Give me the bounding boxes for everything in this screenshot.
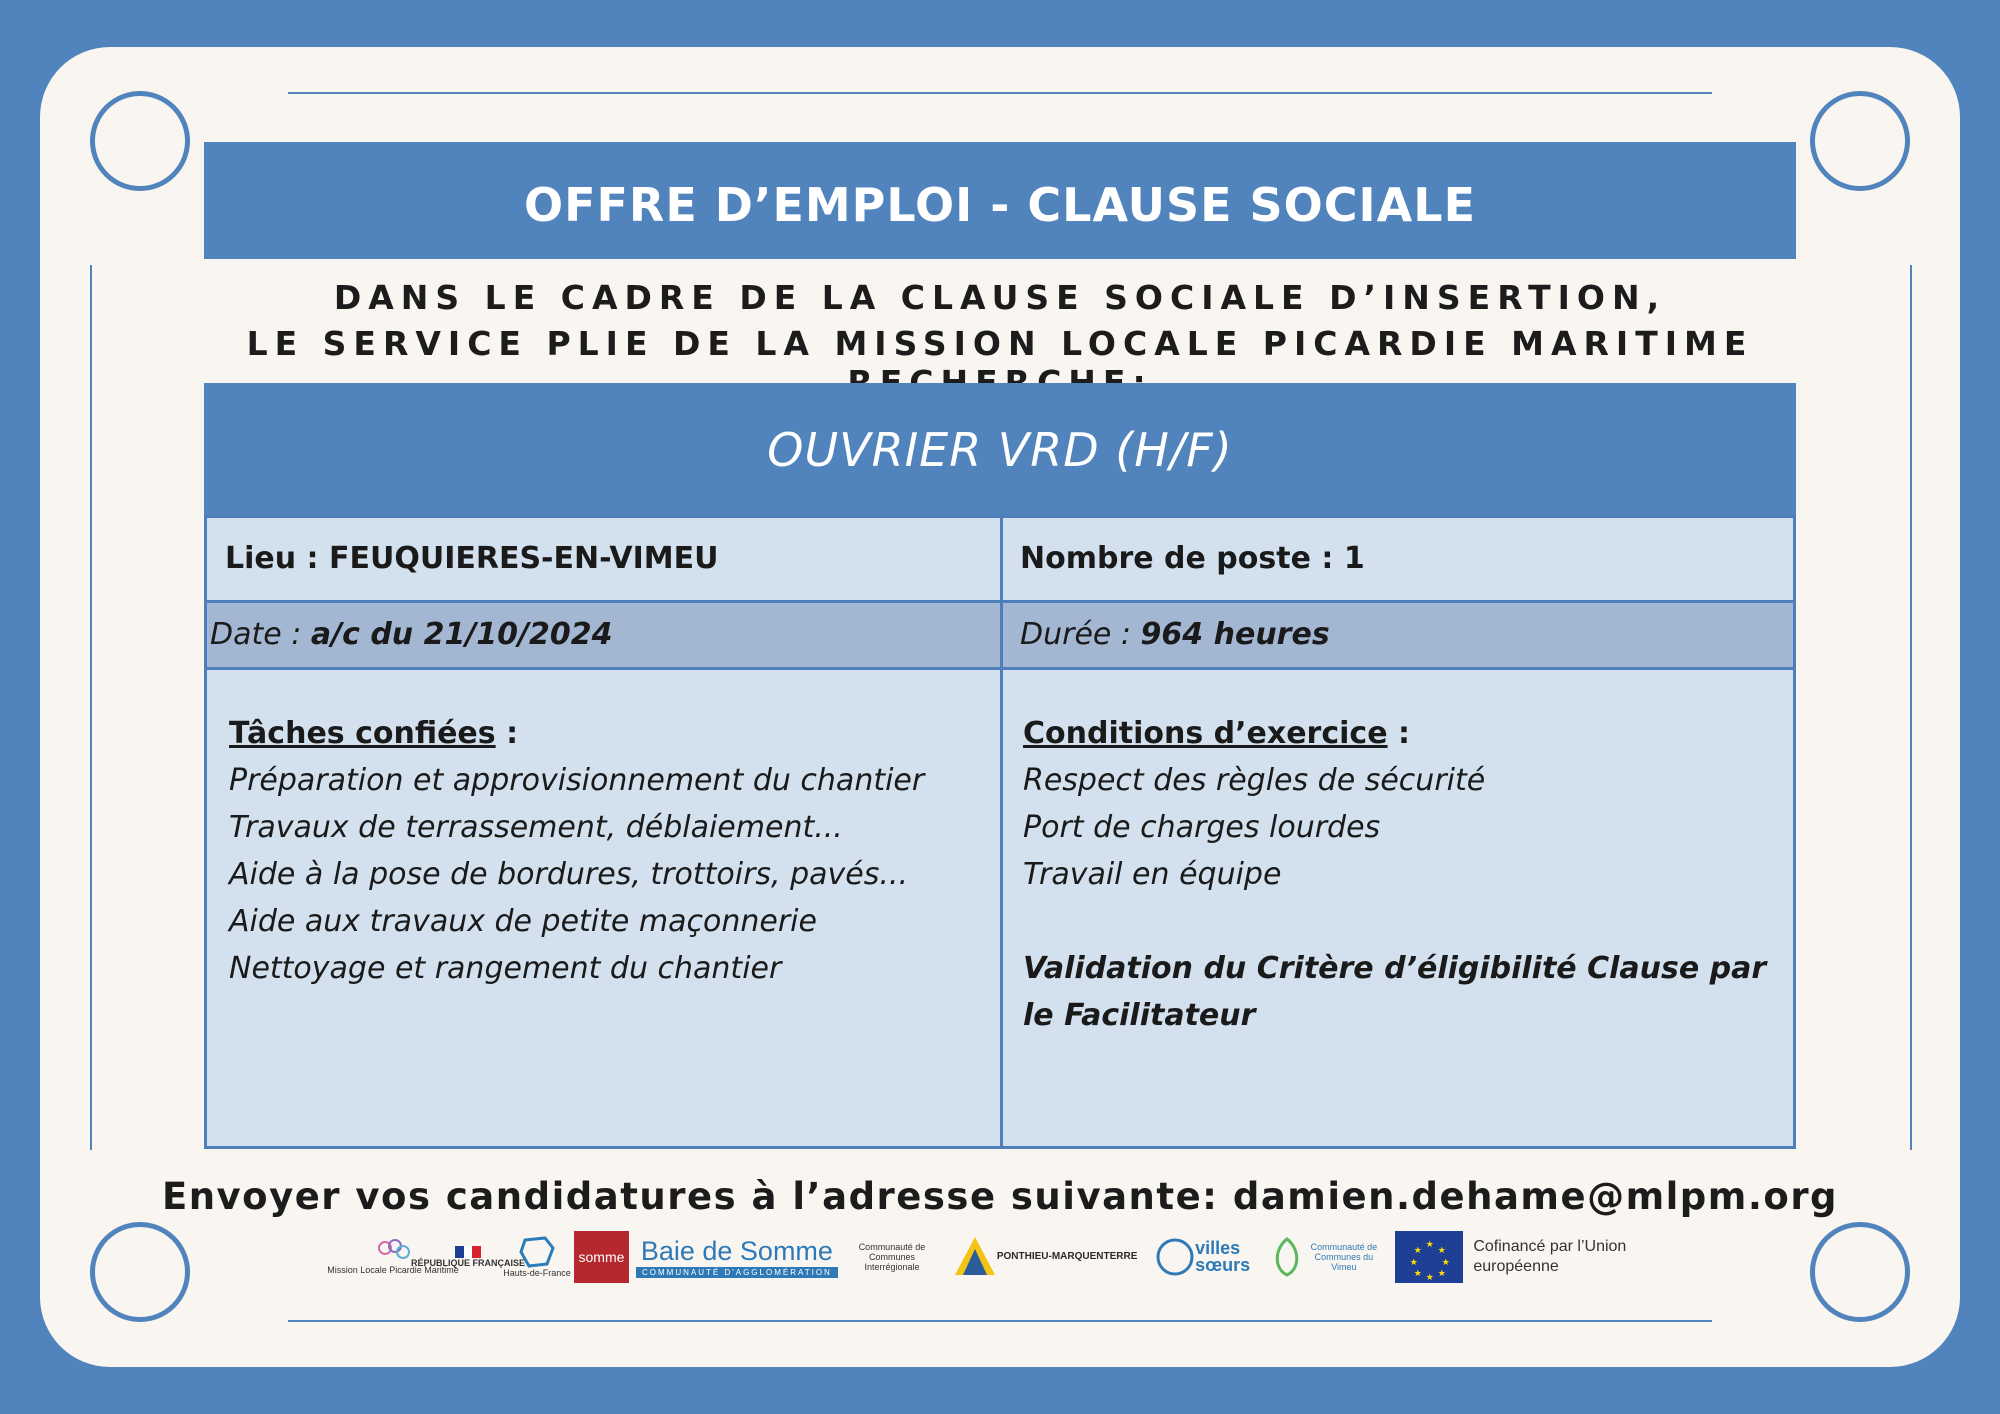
list-item: Port de charges lourdes: [1023, 810, 1381, 845]
list-item: Respect des règles de sécurité: [1023, 763, 1486, 798]
ponthieu-icon: [953, 1235, 997, 1279]
list-item: Travail en équipe: [1023, 857, 1282, 892]
list-item: Préparation et approvisionnement du chantier: [229, 763, 925, 798]
cc-interregionale-logo: [845, 1231, 939, 1283]
conditions-heading: [1023, 716, 1783, 751]
duree-field: [1020, 617, 1330, 652]
offer-title-banner: [204, 142, 1796, 259]
taches-section: [229, 716, 989, 992]
list-item: Nettoyage et rangement du chantier: [229, 951, 782, 986]
contact-line: Envoyer vos candidatures à l’adresse suivante: damien.dehame@mlpm.org: [161, 1175, 1839, 1218]
baie-de-somme-text: Baie de Somme: [640, 1236, 833, 1266]
eu-text: Cofinancé par l’Union européenne: [1473, 1238, 1627, 1275]
subtitle-line-1: DANS LE CADRE DE LA CLAUSE SOCIALE D’INSERTION,: [333, 278, 1667, 317]
region-logo: [503, 1231, 571, 1283]
villes-soeurs-icon: [1155, 1237, 1195, 1277]
list-item: Travaux de terrassement, déblaiement...: [229, 810, 843, 845]
baie-de-somme-logo: [639, 1231, 835, 1283]
region-text: Hauts-de-France: [503, 1268, 571, 1278]
date-field: [210, 617, 613, 652]
taches-heading-suffix: :: [495, 716, 519, 751]
conditions-section: [1023, 716, 1783, 1039]
villes-soeurs-text: villes sœurs: [1195, 1238, 1251, 1275]
baie-de-somme-subtext: COMMUNAUTÉ D'AGGLOMÉRATION: [636, 1267, 838, 1278]
cc-interregionale-text: Communauté de Communes Interrégionale: [858, 1242, 926, 1272]
vimeu-logo: [1269, 1231, 1385, 1283]
list-item: Aide aux travaux de petite maçonnerie: [229, 904, 817, 939]
corner-circle-top-right: [1810, 91, 1910, 191]
flag-icon: [455, 1246, 481, 1258]
bottom-divider: [288, 1320, 1712, 1322]
republique-text: RÉPUBLIQUE FRANÇAISE: [411, 1258, 526, 1268]
column-divider: [1000, 518, 1003, 1146]
duree-label: Durée :: [1020, 617, 1141, 652]
corner-circle-top-left: [90, 91, 190, 191]
job-details-table: [204, 515, 1796, 1149]
eu-star-icon: ★: [1425, 1272, 1434, 1282]
subtitle-line-2: LE SERVICE PLIE DE LA MISSION LOCALE PICARDIE MARITIME: [246, 324, 1754, 363]
left-divider: [90, 265, 92, 1150]
eu-star-icon: ★: [1409, 1257, 1418, 1267]
vimeu-icon: [1270, 1235, 1304, 1279]
ponthieu-logo: [949, 1231, 1141, 1283]
list-item: Aide à la pose de bordures, trottoirs, pavés...: [229, 857, 908, 892]
validation-note: Validation du Critère d’éligibilité Clause par le Facilitateur: [1023, 951, 1767, 1033]
taches-list: [229, 757, 989, 992]
lieu-label: Lieu : FEUQUIERES-EN-VIMEU: [225, 541, 719, 576]
top-divider: [288, 92, 1712, 94]
taches-heading: [229, 716, 989, 751]
job-title: OUVRIER VRD (H/F): [767, 422, 1233, 477]
partner-logos: [327, 1228, 1640, 1286]
date-label: Date :: [210, 617, 311, 652]
region-map-icon: [519, 1236, 555, 1268]
date-value: a/c du 21/10/2024: [310, 617, 613, 652]
vimeu-text: Communauté de Communes du Vimeu: [1310, 1242, 1378, 1272]
ponthieu-text: PONTHIEU-MARQUENTERRE: [996, 1251, 1138, 1262]
conditions-heading-suffix: :: [1387, 716, 1410, 751]
right-divider: [1910, 265, 1912, 1150]
job-title-banner: [204, 383, 1796, 516]
somme-logo: somme: [574, 1231, 629, 1283]
eu-star-icon: ★: [1441, 1257, 1450, 1267]
taches-heading-text: Tâches confiées: [229, 716, 496, 751]
mission-locale-logo: [327, 1231, 459, 1283]
corner-circle-bottom-right: [1810, 1222, 1910, 1322]
mission-locale-icon: [373, 1239, 413, 1265]
conditions-list: [1023, 757, 1783, 898]
eu-star-icon: ★: [1425, 1239, 1434, 1249]
postes-label: Nombre de poste : 1: [1020, 541, 1365, 576]
eu-star-icon: ★: [1413, 1245, 1422, 1255]
eu-star-icon: ★: [1437, 1268, 1446, 1278]
republique-logo: [411, 1231, 526, 1283]
duree-value: 964 heures: [1140, 617, 1330, 652]
mission-locale-text: Mission Locale Picardie Maritime: [327, 1265, 459, 1275]
eu-star-icon: ★: [1437, 1245, 1446, 1255]
eu-flag: [1395, 1231, 1464, 1283]
offer-title: OFFRE D’EMPLOI - CLAUSE SOCIALE: [523, 177, 1476, 232]
villes-soeurs-logo: [1151, 1231, 1259, 1283]
corner-circle-bottom-left: [90, 1222, 190, 1322]
conditions-heading-text: Conditions d’exercice: [1023, 716, 1388, 751]
eu-star-icon: ★: [1413, 1268, 1422, 1278]
